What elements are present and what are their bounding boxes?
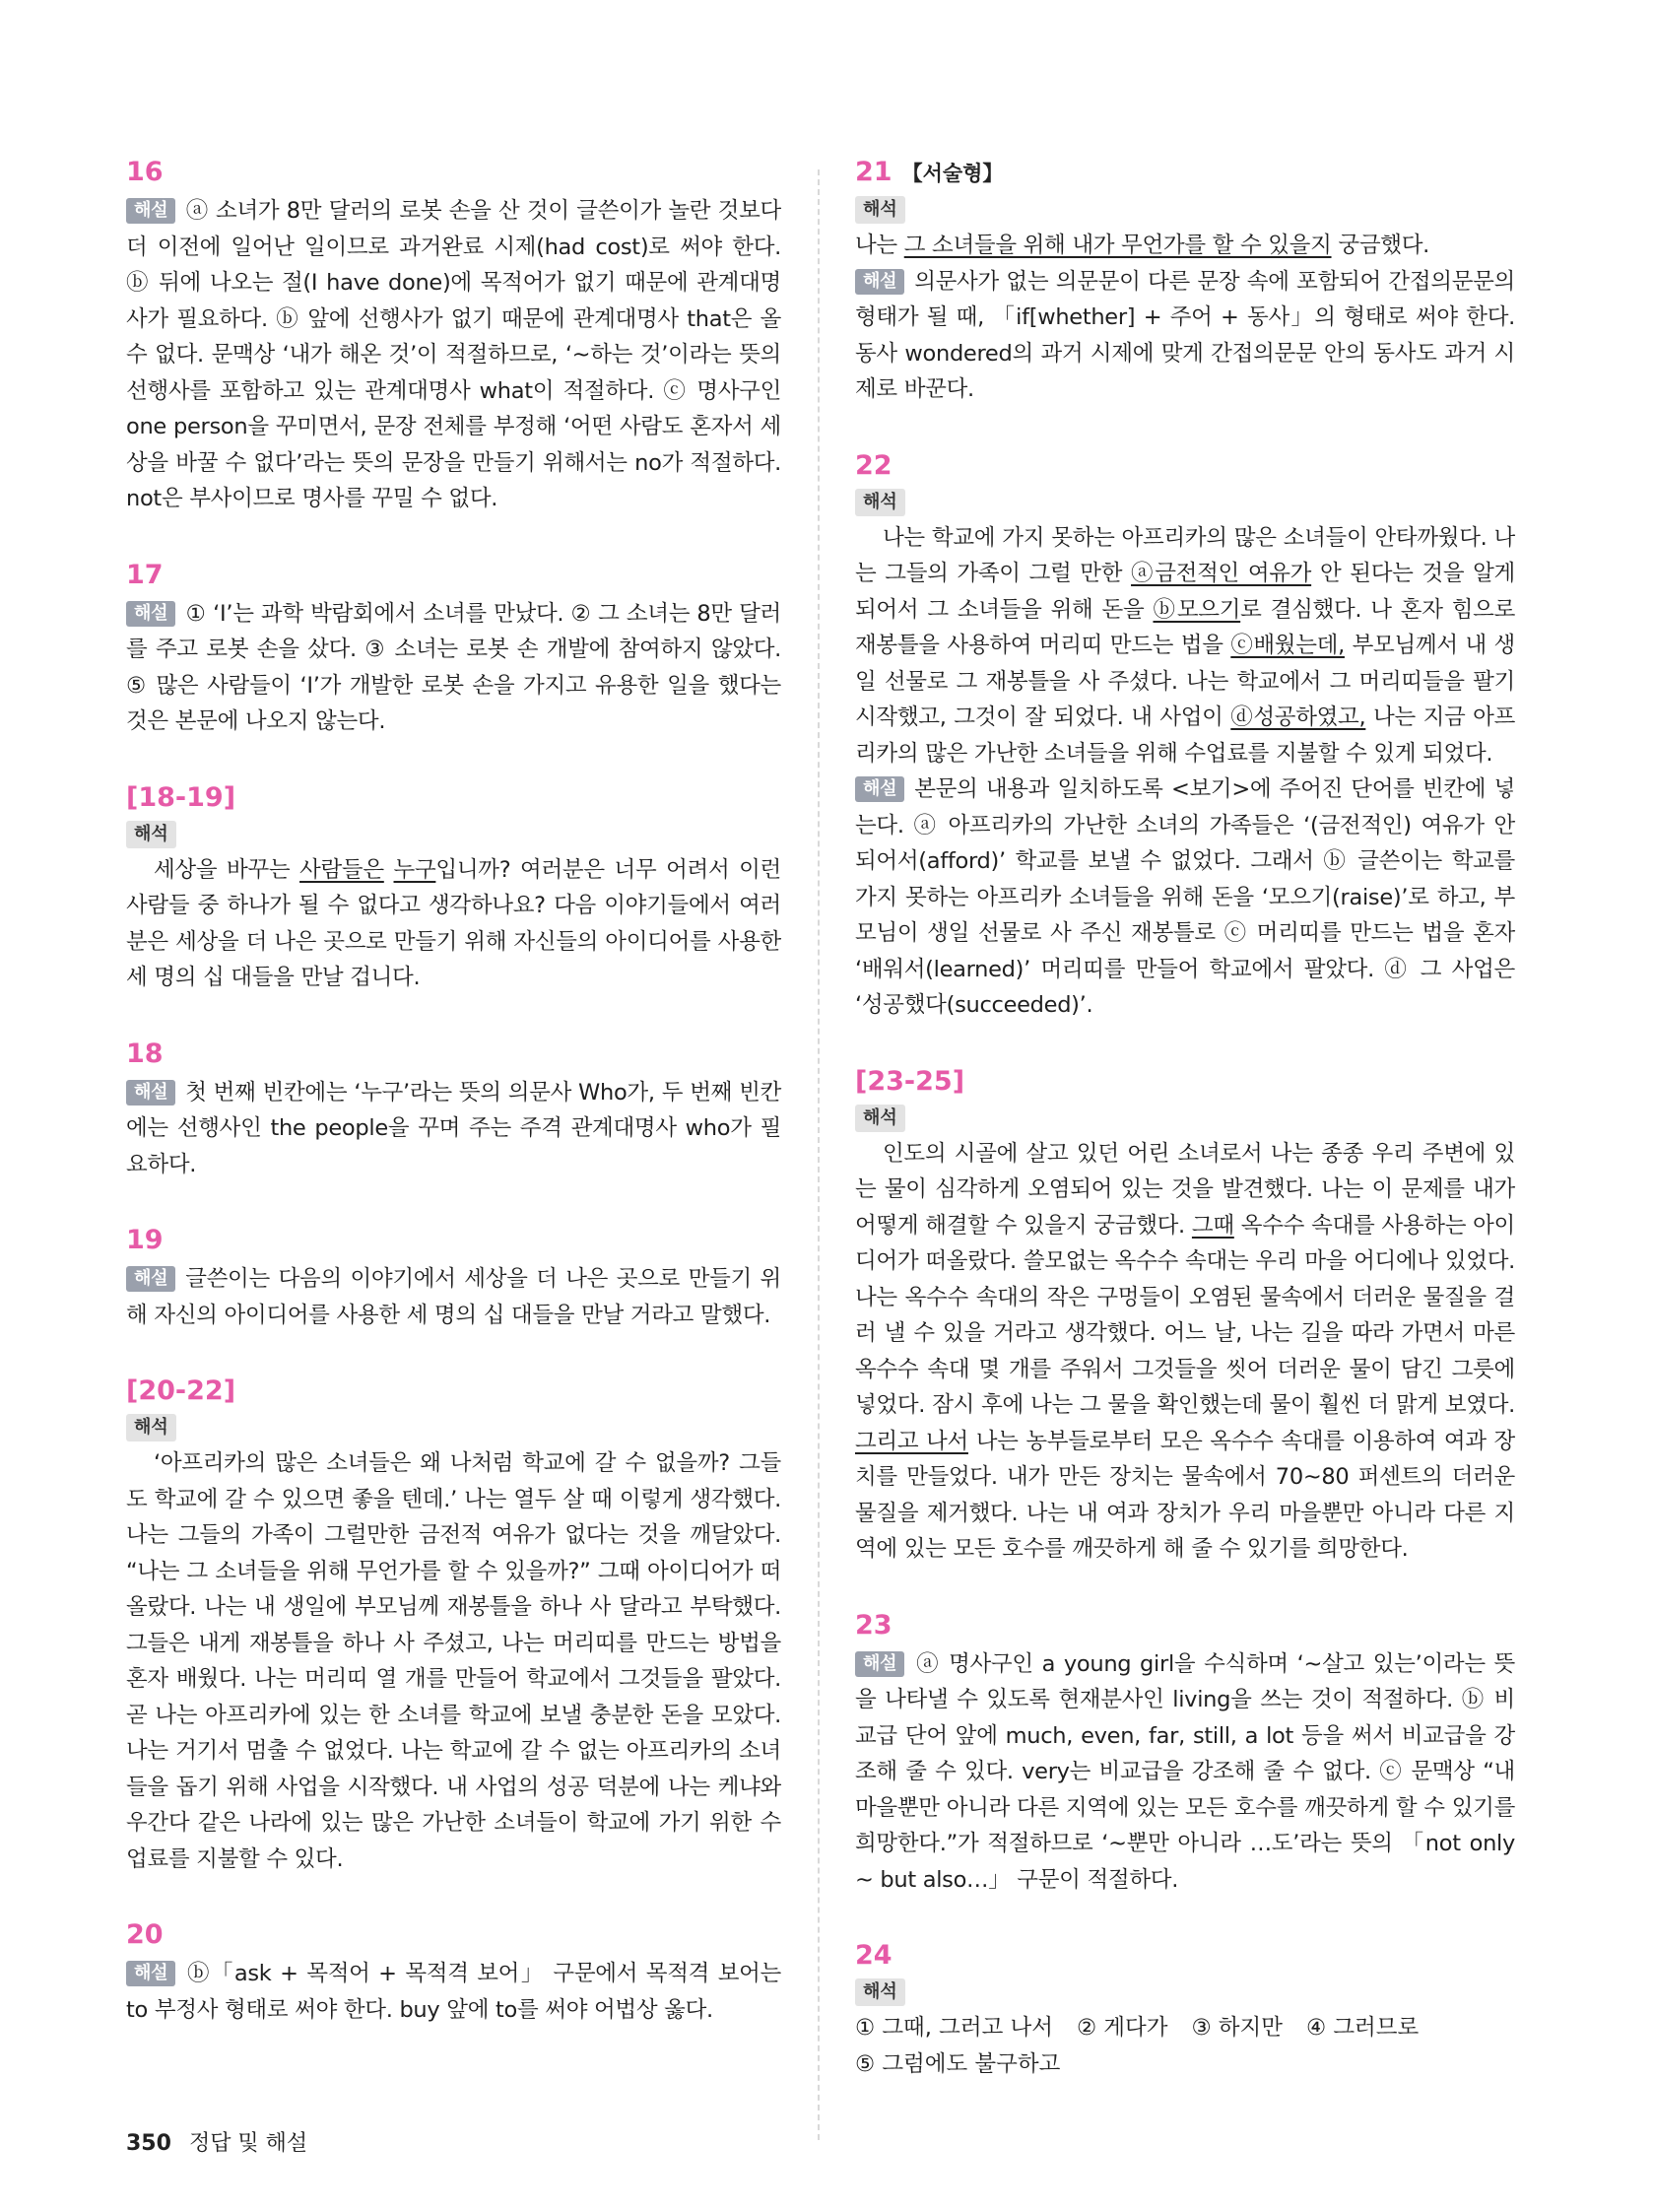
section-21 (855, 156, 1515, 408)
answer-options (855, 2010, 1515, 2046)
translation-text: 안 된다는 것을 알게 되어서 그 소녀들을 위해 돈을 (855, 561, 1515, 623)
page-footer (126, 2126, 307, 2157)
left-column (126, 156, 781, 2069)
explain-badge: 해설 (855, 269, 904, 295)
section-18-19 (126, 781, 781, 996)
translation-text: 입니까? 여러분은 너무 어려서 이런 사람들 중 하나가 될 수 없다고 생각하나요? 다음 이야기들에서 여러분은 세상을 더 나은 곳으로 만들기 위해 자신들의 아이디어를 사용한 세 명의 십 대들을 만날 겁니다. (126, 856, 781, 990)
section-17 (126, 559, 781, 740)
underlined-phrase: ⓐ금전적인 여유가 (1131, 561, 1312, 586)
question-number: 16 (126, 157, 164, 187)
question-number: [23-25] (855, 1065, 965, 1097)
explanation (855, 1646, 1515, 1899)
section-18 (126, 1038, 781, 1183)
question-number: 19 (126, 1225, 164, 1255)
footer-label: 정답 및 해설 (188, 2131, 308, 2156)
underlined-phrase: 그리고 나서 (855, 1428, 968, 1454)
explanation-text: 글쓴이는 다음의 이야기에서 세상을 더 나은 곳으로 만들기 위해 자신의 아이디어를 사용한 세 명의 십 대들을 만날 거라고 말했다. (126, 1266, 781, 1328)
section-23-25 (855, 1065, 1515, 1568)
explanation (855, 771, 1515, 1024)
translation (126, 852, 781, 996)
translation-text: ‘아프리카의 많은 소녀들은 왜 나처럼 학교에 갈 수 없을까? 그들도 학교에 갈 수 있으면 좋을 텐데.’ 나는 열두 살 때 이렇게 생각했다. 나는 그들의 가족이 그럴만한 금전적 여유가 없다는 것을 깨달았다. “나는 그 소녀들을 위해 무언가를 할 수 있을까?” 그때 아이디어가 떠올랐다. 나는 내 생일에 부모님께 재봉틀을 하나 사 달라고 부탁했다. 그들은 내게 재봉틀을 하나 사 주셨고, 나는 머리띠를 만드는 방법을 혼자 배웠다. 나는 머리띠 열 개를 만들어 학교에서 그것들을 팔았다. 곧 나는 아프리카에 있는 한 소녀를 학교에 보낼 충분한 돈을 모았다. 나는 거기서 멈출 수 없었다. 나는 학교에 갈 수 없는 아프리카의 소녀들을 돕기 위해 사업을 시작했다. 내 사업의 성공 덕분에 나는 케냐와 우간다 같은 나라에 있는 많은 가난한 소녀들이 학교에 가기 위한 수업료를 지불할 수 있다. (126, 1450, 782, 1872)
answer-sentence (855, 228, 1515, 264)
explanation-text: 첫 번째 빈칸에는 ‘누구’라는 뜻의 의문사 Who가, 두 번째 빈칸에는 선행사인 the people을 꾸며 주는 주격 관계대명사 who가 필요하다. (126, 1079, 781, 1177)
explain-badge: 해설 (855, 776, 904, 802)
section-19 (126, 1224, 781, 1333)
question-number: 23 (855, 1609, 893, 1641)
explain-badge: 해설 (855, 1651, 904, 1677)
translation-text: 나는 농부들로부터 모은 옥수수 속대를 이용하여 여과 장치를 만들었다. 내가 만든 장치는 물속에서 70~80 퍼센트의 더러운 물질을 제거했다. 나는 내 여과 장치가 우리 마을뿐만 아니라 다른 지역에 있는 모든 호수를 깨끗하게 해 줄 수 있기를 희망한다. (855, 1428, 1515, 1562)
underlined-phrase: ⓓ성공하였고, (1230, 704, 1366, 730)
question-number-text: 21 (855, 157, 893, 187)
section-16 (126, 156, 781, 517)
translation-text: 로 결심했다. 나 혼자 힘으로 재봉틀을 사용하여 머리띠 만드는 법을 (855, 596, 1515, 658)
page-number: 350 (126, 2131, 171, 2156)
underlined-phrase: 누구 (393, 856, 436, 883)
option-4: ④ 그러므로 (1306, 2015, 1420, 2041)
question-number: [20-22] (126, 1375, 236, 1406)
translate-badge: 해석 (126, 1414, 176, 1441)
translation (855, 520, 1515, 772)
question-number: 20 (126, 1919, 164, 1950)
explanation-text: ⓐ 소녀가 8만 달러의 로봇 손을 산 것이 글쓴이가 놀란 것보다 더 이전에 일어난 일이므로 과거완료 시제(had cost)로 써야 한다. ⓑ 뒤에 나오는 절(I have done)에 목적어가 없기 때문에 관계대명사가 필요하다. ⓑ 앞에 선행사가 없기 때문에 관계대명사 that은 올 수 없다. 문맥상 ‘내가 해온 것’이 적절하므로, ‘~하는 것’이라는 뜻의 선행사를 포함하고 있는 관계대명사 what이 적절하다. ⓒ 명사구인 one person을 꾸미면서, 문장 전체를 부정해 ‘어떤 사람도 혼자서 세상을 바꿀 수 없다’라는 뜻의 문장을 만들기 위해서는 no가 적절하다. not은 부사이므로 명사를 꾸밀 수 없다. (126, 198, 781, 511)
section-24 (855, 1939, 1515, 2083)
translation-text: 세상을 바꾸는 (154, 856, 300, 883)
section-20-22 (126, 1374, 781, 1877)
explanation-text: ⓐ 명사구인 a young girl을 수식하며 ‘~살고 있는’이라는 뜻을 나타낼 수 있도록 현재분사인 living을 쓰는 것이 적절하다. ⓑ 비교급 단어 앞에 much, even, far, still, a lot 등을 써서 비교급을 강조해 줄 수 있다. very는 비교급을 강조해 줄 수 없다. ⓒ 문맥상 “내 마을뿐만 아니라 다른 지역에 있는 모든 호수를 깨끗하게 할 수 있기를 희망한다.”가 적절하므로 ‘~뿐만 아니라 …도’라는 뜻의 「not only ~ but also…」 구문이 적절하다. (855, 1650, 1515, 1893)
explanation-text: 의문사가 없는 의문문이 다른 문장 속에 포함되어 간접의문문의 형태가 될 때, 「if[whether] + 주어 + 동사」의 형태로 써야 한다. 동사 wondered의 과거 시제에 맞게 간접의문문 안의 동사도 과거 시제로 바꾼다. (855, 268, 1515, 402)
column-divider (818, 169, 820, 2140)
translation-text: 옥수수 속대를 사용하는 아이디어가 떠올랐다. 쓸모없는 옥수수 속대는 우리 마을 어디에나 있었다. 나는 옥수수 속대의 작은 구멍들이 오염된 물속에서 더러운 물질을 걸러 낼 수 있을 거라고 생각했다. 어느 날, 나는 길을 따라 가면서 마른 옥수수 속대 몇 개를 주워서 그것들을 씻어 더러운 물이 담긴 그릇에 넣었다. 잠시 후에 나는 그 물을 확인했는데 물이 훨씬 더 맑게 보였다. (855, 1212, 1515, 1418)
translate-badge: 해석 (855, 489, 905, 516)
underlined-phrase: 사람들은 (299, 856, 384, 883)
underlined-phrase: ⓒ배웠는데, (1230, 633, 1345, 658)
translation-text: 나는 지금 아프리카의 많은 가난한 소녀들을 위해 수업료를 지불할 수 있게 되었다. (855, 704, 1516, 767)
section-20 (126, 1918, 781, 2028)
question-type-tag: 【서술형】 (901, 162, 1004, 185)
question-number: 17 (126, 559, 164, 590)
translate-badge: 해석 (855, 196, 905, 224)
answer-options (855, 2046, 1515, 2083)
question-number (855, 156, 1515, 190)
translate-badge: 해석 (855, 1978, 905, 2006)
explanation (126, 1956, 781, 2028)
option-1: ① 그때, 그러고 나서 (855, 2015, 1053, 2041)
explain-badge: 해설 (126, 1266, 175, 1292)
explanation (126, 1261, 781, 1333)
underlined-phrase: 그 소녀들을 위해 내가 무언가를 할 수 있을지 (903, 233, 1332, 258)
explain-badge: 해설 (126, 1961, 175, 1986)
answer-text: 궁금했다. (1331, 233, 1429, 258)
translation (855, 1136, 1515, 1568)
underlined-phrase: 그때 (1191, 1212, 1234, 1239)
right-column (855, 156, 1515, 2124)
option-2: ② 게다가 (1076, 2015, 1168, 2041)
question-number: [18-19] (126, 781, 236, 813)
explain-badge: 해설 (126, 198, 175, 224)
explanation (126, 596, 781, 740)
explanation-text: ① ‘I’는 과학 박람회에서 소녀를 만났다. ② 그 소녀는 8만 달러를 주고 로봇 손을 샀다. ③ 소녀는 로봇 손 개발에 참여하지 않았다. ⑤ 많은 사람들이 ‘I’가 개발한 로봇 손을 가지고 유용한 일을 했다는 것은 본문에 나오지 않는다. (126, 600, 781, 734)
question-number: 18 (126, 1038, 164, 1069)
translation-text: 부모님께서 내 생일 선물로 그 재봉틀을 사 주셨다. 나는 학교에서 그 머리띠들을 팔기 시작했고, 그것이 잘 되었다. 내 사업이 (855, 633, 1515, 730)
translate-badge: 해석 (126, 821, 176, 848)
translate-badge: 해석 (855, 1105, 905, 1132)
explain-badge: 해설 (126, 1080, 175, 1106)
option-5: ⑤ 그럼에도 불구하고 (855, 2051, 1061, 2077)
question-number: 22 (855, 449, 893, 481)
translation-text: 나는 학교에 가지 못하는 아프리카의 많은 소녀들이 안타까웠다. 나는 그들의 가족이 그럴 만한 (855, 524, 1515, 586)
explanation (855, 264, 1515, 408)
option-3: ③ 하지만 (1191, 2015, 1283, 2041)
underlined-phrase: ⓑ모으기 (1153, 596, 1241, 623)
translation-text: 인도의 시골에 살고 있던 어린 소녀로서 나는 종종 우리 주변에 있는 물이 심각하게 오염되어 있는 것을 발견했다. 나는 이 문제를 내가 어떻게 해결할 수 있을지 궁금했다. (855, 1140, 1515, 1239)
explanation (126, 193, 781, 517)
answer-text: 나는 (855, 233, 904, 258)
translation-text (384, 857, 394, 883)
explanation-text: ⓑ「ask + 목적어 + 목적격 보어」 구문에서 목적격 보어는 to 부정사 형태로 써야 한다. buy 앞에 to를 써야 어법상 옳다. (126, 1961, 781, 2023)
explanation (126, 1075, 781, 1183)
explanation-text: 본문의 내용과 일치하도록 <보기>에 주어진 단어를 빈칸에 넣는다. ⓐ 아프리카의 가난한 소녀의 가족들은 ‘(금전적인) 여유가 안 되어서(afford)’ 학교를 보낼 수 없었다. 그래서 ⓑ 글쓴이는 학교를 가지 못하는 아프리카 소녀들을 위해 돈을 ‘모으기(raise)’로 하고, 부모님이 생일 선물로 사 주신 재봉틀로 ⓒ 머리띠를 만드는 법을 혼자 ‘배워서(learned)’ 머리띠를 만들어 학교에서 팔았다. ⓓ 그 사업은 ‘성공했다(succeeded)’. (855, 776, 1515, 1018)
section-23 (855, 1609, 1515, 1899)
explain-badge: 해설 (126, 601, 175, 627)
question-number: 24 (855, 1940, 893, 1971)
section-22 (855, 449, 1515, 1024)
